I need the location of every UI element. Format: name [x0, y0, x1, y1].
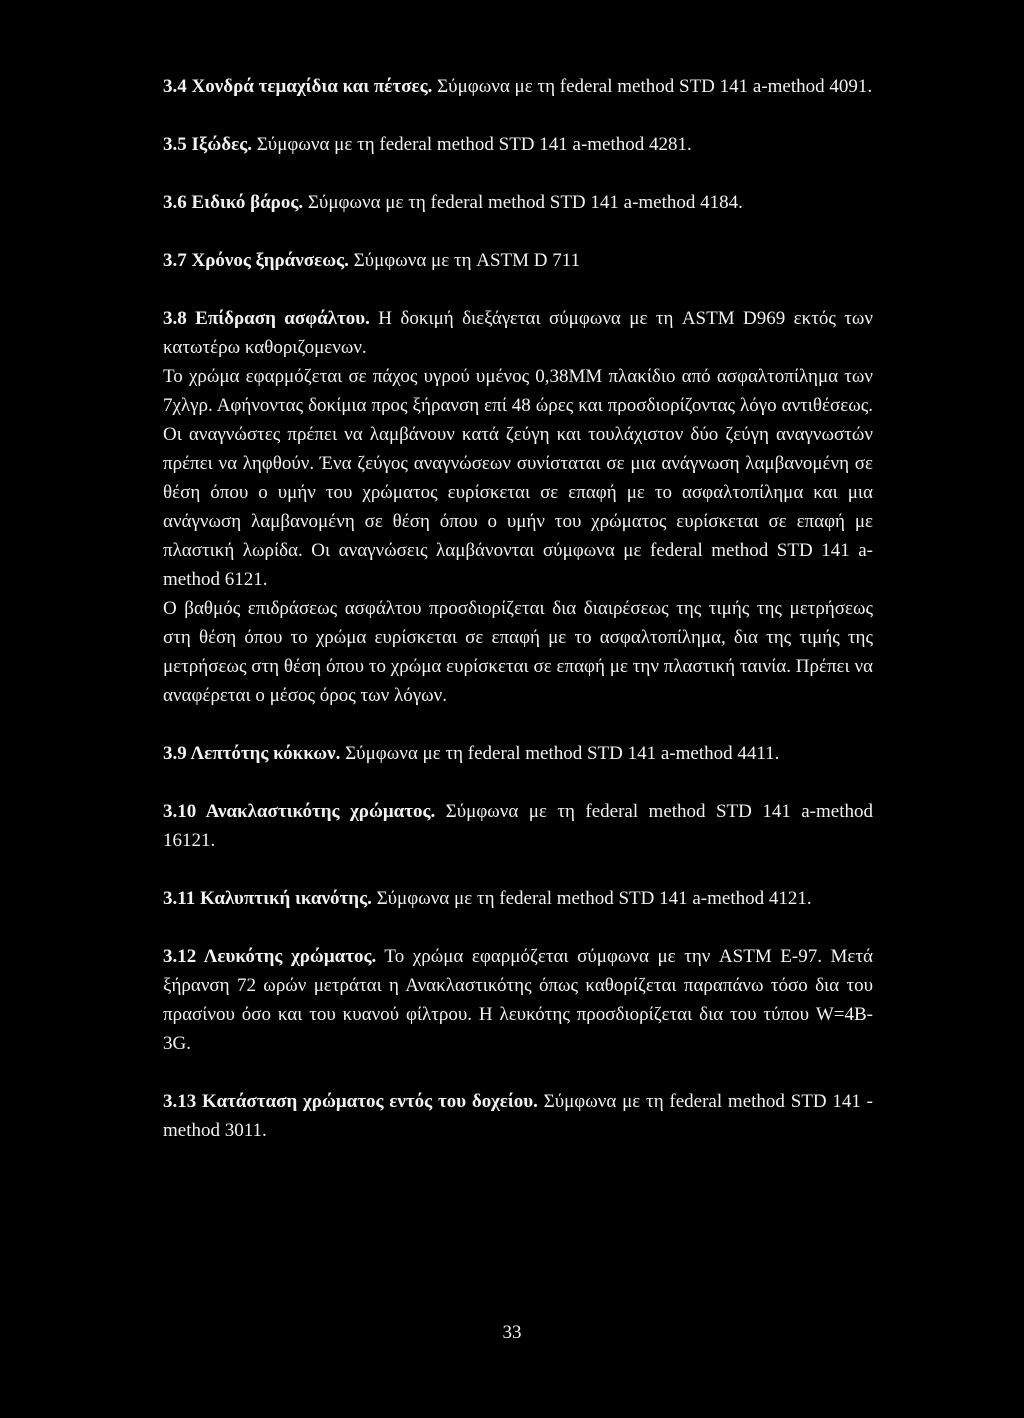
section-heading: 3.13 Κατάσταση χρώματος εντός του δοχείου. [163, 1091, 538, 1112]
section-3-9 [163, 739, 873, 768]
document-body [163, 72, 873, 1145]
section-heading: 3.11 Καλυπτική ικανότης. [163, 888, 372, 909]
section-text: Σύμφωνα με τη federal method STD 141 a-method 4281. [252, 134, 692, 155]
page-number: 33 [502, 1322, 522, 1343]
section-heading: 3.6 Ειδικό βάρος. [163, 192, 304, 213]
section-3-6 [163, 188, 873, 217]
section-3-8-paragraph-2: Το χρώμα εφαρμόζεται σε πάχος υγρού υμένος 0,38ΜΜ πλακίδιο από ασφαλτοπίλημα των 7χλγρ. Αφήνοντας δοκίμια προς ξήρανση επί 48 ώρες και προσδιορίζοντας λόγο αντιθέσεως. Οι αναγνώστες πρέπει να λαμβάνουν κατά ζεύγη και τουλάχιστον δύο ζεύγη αναγνωστών πρέπει να ληφθούν. Ένα ζεύγος αναγνώσεων συνίσταται σε μια ανάγνωση λαμβανομένη σε θέση όπου ο υμήν του χρώματος ευρίσκεται σε επαφή με το ασφαλτοπίλημα και μια ανάγνωση λαμβανομένη σε θέση όπου ο υμήν του χρώματος ευρίσκεται σε επαφή με πλαστική λωρίδα. Οι αναγνώσεις λαμβάνονται σύμφωνα με federal method STD 141 a-method 6121. [163, 366, 873, 590]
section-3-8-paragraph-3: Ο βαθμός επιδράσεως ασφάλτου προσδιορίζεται δια διαιρέσεως της τιμής της μετρήσεως στη θέση όπου το χρώμα ευρίσκεται σε επαφή με το ασφαλτοπίλημα, δια της τιμής της μετρήσεως στη θέση όπου το χρώμα ευρίσκεται σε επαφή με την πλαστική ταινία. Πρέπει να αναφέρεται ο μέσος όρος των λόγων. [163, 598, 873, 706]
section-text: Σύμφωνα με τη federal method STD 141 a-method 4121. [371, 888, 812, 909]
section-text: Σύμφωνα με τη federal method STD 141 a-method 4091. [432, 76, 873, 97]
section-text: Το χρώμα εφαρμόζεται σύμφωνα με την ASTM E-97. Μετά ξήρανση 72 ωρών μετράται η Ανακλαστικότης όπως καθορίζεται παραπάνω τόσο δια του πρασίνου όσο και του κυανού φίλτρου. Η λευκότης προσδιορίζεται δια του τύπου W=4B-3G. [163, 946, 873, 1054]
section-3-13 [163, 1087, 873, 1145]
section-3-8 [163, 304, 873, 362]
section-heading: 3.7 Χρόνος ξηράνσεως. [163, 250, 349, 271]
section-heading: 3.9 Λεπτότης κόκκων. [163, 743, 341, 764]
section-3-7 [163, 246, 873, 275]
section-heading: 3.8 Επίδραση ασφάλτου. [163, 308, 370, 329]
section-3-4 [163, 72, 873, 101]
section-heading: 3.10 Ανακλαστικότης χρώματος. [163, 801, 436, 822]
section-3-5 [163, 130, 873, 159]
section-text: Σύμφωνα με τη federal method STD 141 a-method 16121. [163, 801, 873, 851]
section-text: Σύμφωνα με τη federal method STD 141 a-method 4184. [303, 192, 743, 213]
section-heading: 3.12 Λευκότης χρώματος. [163, 946, 377, 967]
section-3-10 [163, 797, 873, 855]
section-heading: 3.5 Ιξώδες. [163, 134, 252, 155]
section-text: Σύμφωνα με τη ASTM D 711 [348, 250, 581, 271]
section-heading: 3.4 Χονδρά τεμαχίδια και πέτσες. [163, 76, 433, 97]
section-3-12 [163, 942, 873, 1058]
section-3-11 [163, 884, 873, 913]
section-text: Σύμφωνα με τη federal method STD 141 a-method 4411. [340, 743, 780, 764]
section-text: Σύμφωνα με τη federal method STD 141 - method 3011. [163, 1091, 873, 1141]
section-text: Η δοκιμή διεξάγεται σύμφωνα με τη ASTM D969 εκτός των κατωτέρω καθοριζομενων. [163, 308, 873, 358]
